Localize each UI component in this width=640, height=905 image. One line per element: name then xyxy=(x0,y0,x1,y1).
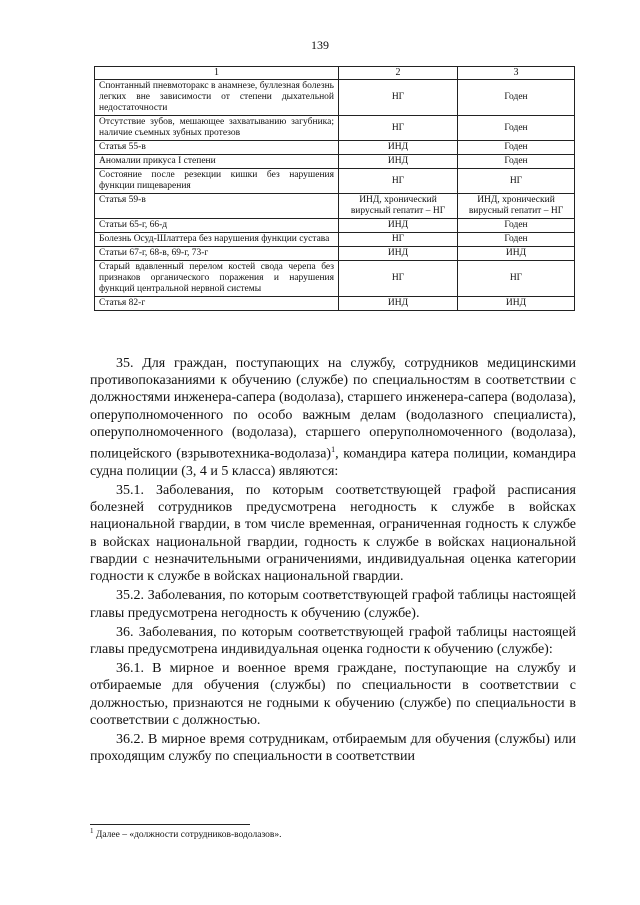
table-header-row xyxy=(95,67,575,80)
paragraph-35-end: , командира катера полиции, командира судна полиции (3, 4 и 5 класса) являются: xyxy=(90,446,577,479)
table-row xyxy=(95,219,575,233)
table-row xyxy=(95,261,575,297)
condition-cell: Статья 55-в xyxy=(95,141,339,155)
column-header-2: 2 xyxy=(339,67,458,80)
table-row xyxy=(95,247,575,261)
condition-cell: Состояние после резекции кишки без нарушения функции пищеварения xyxy=(95,169,339,194)
footnote-marker: 1 xyxy=(90,827,94,835)
paragraph-36: 36. Заболевания, по которым соответствующей графой таблицы настоящей главы предусмотрена индивидуальная оценка годности к обучению (службе): xyxy=(90,624,576,657)
column2-cell: НГ xyxy=(339,80,458,116)
paragraph-36-2: 36.2. В мирное время сотрудникам, отбираемым для обучения (службы) или проходящим службу по специальности в соответствии xyxy=(90,731,576,765)
footnote-text: Далее – «должности сотрудников-водолазов». xyxy=(93,830,282,841)
paragraph-35-2: 35.2. Заболевания, по которым соответствующей графой таблицы настоящей главы предусмотрена негодность к обучению (службе). xyxy=(90,588,576,621)
column3-cell: ИНД xyxy=(458,247,575,261)
column3-cell: НГ xyxy=(458,261,575,297)
paragraph-35-text: 35. Для граждан, поступающих на службу, сотрудников медицинскими противопоказаниями к обучению (службе) по специальностям в соответствии с должностями инженера-сапера (водолаза), старшего инженера-сапера (водолаза), оперуполномоченного по особо важным делам (водолазного специалиста), оперуполномоченного (водолаза), старшего оперуполномоченного (водолаза), полицейского (взрывотехника-водолаза) xyxy=(90,356,576,462)
column3-cell: Годен xyxy=(458,141,575,155)
condition-cell: Отсутствие зубов, мешающее захватыванию загубника; наличие съемных зубных протезов xyxy=(95,116,339,141)
column3-cell: Годен xyxy=(458,233,575,247)
column2-cell: ИНД xyxy=(339,155,458,169)
condition-cell: Статьи 65-г, 66-д xyxy=(95,219,339,233)
condition-cell: Старый вдавленный перелом костей свода черепа без признаков органического поражения и нарушения функций центральной нервной системы xyxy=(95,261,339,297)
column3-cell: НГ xyxy=(458,169,575,194)
column2-cell: НГ xyxy=(339,169,458,194)
condition-cell: Спонтанный пневмоторакс в анамнезе, буллезная болезнь легких вне зависимости от степени дыхательной недостаточности xyxy=(95,80,339,116)
condition-cell: Статьи 67-г, 68-в, 69-г, 73-г xyxy=(95,247,339,261)
column2-cell: ИНД xyxy=(339,219,458,233)
column2-cell: НГ xyxy=(339,233,458,247)
condition-cell: Статья 59-в xyxy=(95,194,339,219)
column-header-1: 1 xyxy=(95,67,339,80)
table-row xyxy=(95,233,575,247)
paragraph-35 xyxy=(90,355,576,480)
table-row xyxy=(95,169,575,194)
paragraph-35-1: 35.1. Заболевания, по которым соответствующей графой расписания болезней сотрудников предусмотрена негодность к службе в войсках национальной гвардии, в том числе временная, ограниченная годность к службе в войсках национальной гвардии, годность к службе в войсках национальной гвардии с незначительными ограничениями, индивидуальная оценка категории годности к службе в войсках национальной гвардии. xyxy=(90,483,576,585)
footnote-ref: 1 xyxy=(331,445,336,455)
column2-cell: ИНД xyxy=(339,141,458,155)
condition-cell: Болезнь Осуд-Шлаттера без нарушения функции сустава xyxy=(95,233,339,247)
page-number: 139 xyxy=(311,38,329,52)
table-row xyxy=(95,80,575,116)
column2-cell: ИНД xyxy=(339,247,458,261)
column3-cell: ИНД xyxy=(458,297,575,311)
column3-cell: Годен xyxy=(458,219,575,233)
column3-cell: Годен xyxy=(458,155,575,169)
paragraph-36-1: 36.1. В мирное и военное время граждане, поступающие на службу и отбираемые для обучения (службы) по специальности в соответствии с должностью, признаются не годными к обучению (службе) по специальности в соответствии с должностью. xyxy=(90,661,576,728)
footnote-divider xyxy=(90,824,250,825)
body-text xyxy=(90,355,576,767)
footnote xyxy=(90,827,576,840)
table-row xyxy=(95,297,575,311)
condition-cell: Статья 82-г xyxy=(95,297,339,311)
column2-cell: НГ xyxy=(339,261,458,297)
medical-requirements-table xyxy=(94,66,575,311)
table-row xyxy=(95,116,575,141)
table-row xyxy=(95,194,575,219)
column3-cell: ИНД, хронический вирусный гепатит – НГ xyxy=(458,194,575,219)
condition-cell: Аномалии прикуса I степени xyxy=(95,155,339,169)
column-header-3: 3 xyxy=(458,67,575,80)
column2-cell: НГ xyxy=(339,116,458,141)
table-row xyxy=(95,141,575,155)
column3-cell: Годен xyxy=(458,116,575,141)
table-row xyxy=(95,155,575,169)
column3-cell: Годен xyxy=(458,80,575,116)
column2-cell: ИНД, хронический вирусный гепатит – НГ xyxy=(339,194,458,219)
column2-cell: ИНД xyxy=(339,297,458,311)
